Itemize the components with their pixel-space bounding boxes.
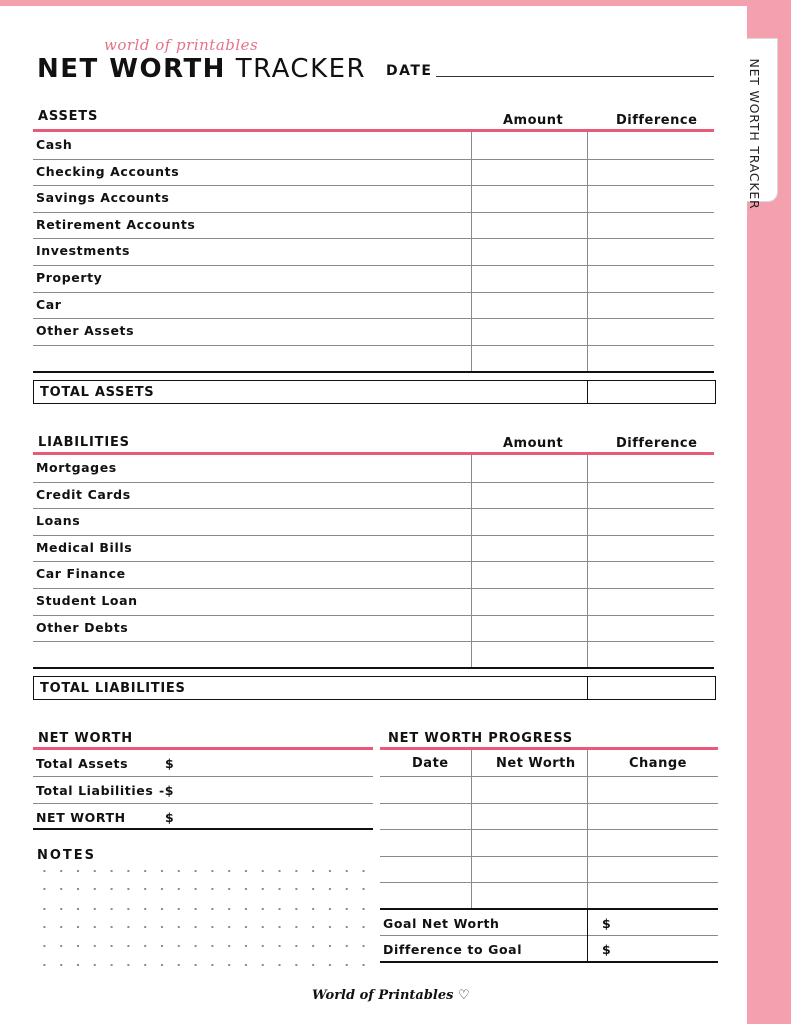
- assets-amount-cell[interactable]: [473, 238, 586, 265]
- total-liabilities-divider: [587, 677, 588, 699]
- assets-row-label: Other Assets: [36, 323, 135, 339]
- total-liabilities-field[interactable]: [589, 678, 713, 698]
- liabilities-amount-cell[interactable]: [473, 641, 586, 668]
- liabilities-row-label: Medical Bills: [36, 539, 133, 555]
- net-worth-total-assets-label: Total Assets: [36, 756, 129, 771]
- net-worth-rule-1: [33, 776, 373, 777]
- progress-change-cell[interactable]: [589, 805, 715, 829]
- progress-col-divider-1: [471, 750, 472, 908]
- assets-heading: ASSETS: [38, 109, 99, 124]
- assets-row-label: Savings Accounts: [36, 190, 170, 206]
- goal-net-worth-prefix: $: [602, 916, 612, 931]
- liabilities-difference-cell[interactable]: [589, 535, 713, 562]
- net-worth-total-liabilities-label: Total Liabilities: [36, 783, 154, 798]
- assets-amount-cell[interactable]: [473, 265, 586, 292]
- progress-bottom-rule: [380, 961, 718, 963]
- assets-difference-cell[interactable]: [589, 265, 713, 292]
- liabilities-difference-cell[interactable]: [589, 508, 713, 535]
- liabilities-difference-cell[interactable]: [589, 561, 713, 588]
- progress-change-cell[interactable]: [589, 831, 715, 855]
- liabilities-row-label: Mortgages: [36, 460, 117, 475]
- goal-net-worth-label: Goal Net Worth: [383, 916, 500, 931]
- difference-to-goal-prefix: $: [602, 942, 612, 957]
- assets-row-label: Car: [36, 296, 62, 312]
- footer-logo-text: World of Printables: [312, 988, 454, 1003]
- net-worth-total-liabilities-field[interactable]: [180, 779, 370, 801]
- net-worth-total-field[interactable]: [180, 806, 370, 828]
- assets-difference-cell[interactable]: [589, 212, 713, 239]
- liabilities-difference-header: Difference: [616, 436, 698, 451]
- liabilities-difference-cell[interactable]: [589, 455, 713, 482]
- assets-row-label: Property: [36, 270, 103, 285]
- liabilities-amount-header: Amount: [503, 436, 564, 451]
- progress-date-cell[interactable]: [382, 831, 470, 855]
- liabilities-amount-cell[interactable]: [473, 482, 586, 509]
- assets-amount-cell[interactable]: [473, 318, 586, 345]
- notes-dot-row: [36, 964, 376, 966]
- progress-date-header: Date: [412, 756, 449, 771]
- heart-icon: ♡: [458, 988, 470, 1003]
- liabilities-row-label: Other Debts: [36, 619, 129, 635]
- progress-net-worth-cell[interactable]: [473, 805, 586, 829]
- liabilities-difference-cell[interactable]: [589, 615, 713, 642]
- progress-change-cell[interactable]: [589, 778, 715, 802]
- progress-col-divider-2: [587, 750, 588, 908]
- assets-difference-cell[interactable]: [589, 318, 713, 345]
- progress-net-worth-cell[interactable]: [473, 831, 586, 855]
- difference-to-goal-field[interactable]: [614, 938, 714, 960]
- liabilities-amount-cell[interactable]: [473, 615, 586, 642]
- assets-difference-cell[interactable]: [589, 132, 713, 159]
- title-light: TRACKER: [235, 54, 367, 84]
- liabilities-heading: LIABILITIES: [38, 435, 130, 450]
- liabilities-difference-cell[interactable]: [589, 588, 713, 615]
- progress-row-rule: [380, 882, 718, 883]
- assets-amount-cell[interactable]: [473, 159, 586, 186]
- assets-amount-header: Amount: [503, 113, 564, 128]
- assets-difference-cell[interactable]: [589, 238, 713, 265]
- date-field-line[interactable]: [436, 76, 714, 77]
- total-liabilities-label: TOTAL LIABILITIES: [40, 681, 186, 696]
- assets-difference-cell[interactable]: [589, 159, 713, 186]
- liabilities-row-label: Credit Cards: [36, 486, 131, 502]
- assets-amount-cell[interactable]: [473, 292, 586, 319]
- progress-row-rule: [380, 776, 718, 777]
- assets-row-label: Investments: [36, 243, 131, 259]
- notes-dot-row: [36, 945, 376, 947]
- progress-heading: NET WORTH PROGRESS: [388, 731, 573, 746]
- liabilities-row-label: Car Finance: [36, 566, 126, 582]
- net-worth-bottom-rule: [33, 828, 373, 830]
- progress-header-rule: [380, 747, 718, 750]
- net-worth-total-prefix: $: [165, 810, 175, 825]
- notes-dot-row: [36, 908, 376, 910]
- notes-dot-row: [36, 888, 376, 890]
- assets-difference-cell[interactable]: [589, 345, 713, 372]
- progress-date-cell[interactable]: [382, 778, 470, 802]
- progress-net-worth-header: Net Worth: [496, 756, 576, 771]
- assets-row-label: Checking Accounts: [36, 163, 180, 179]
- liabilities-amount-cell[interactable]: [473, 561, 586, 588]
- net-worth-total-assets-prefix: $: [165, 756, 175, 771]
- progress-goal-top-rule: [380, 908, 718, 910]
- liabilities-amount-cell[interactable]: [473, 508, 586, 535]
- assets-bottom-rule: [33, 371, 714, 373]
- progress-change-cell[interactable]: [589, 858, 715, 882]
- date-label: DATE: [386, 63, 433, 79]
- progress-change-cell[interactable]: [589, 884, 715, 908]
- page-title: [37, 54, 366, 84]
- progress-goal-mid-rule: [380, 935, 718, 936]
- net-worth-total-liabilities-prefix: -$: [159, 783, 175, 798]
- footer-logo: [312, 988, 470, 1003]
- liabilities-amount-cell[interactable]: [473, 588, 586, 615]
- total-assets-field[interactable]: [589, 382, 713, 402]
- liabilities-amount-cell[interactable]: [473, 535, 586, 562]
- net-worth-heading: NET WORTH: [38, 731, 133, 746]
- progress-goal-divider: [587, 910, 588, 961]
- title-bold: NET WORTH: [37, 54, 226, 84]
- assets-amount-cell[interactable]: [473, 132, 586, 159]
- progress-row-rule: [380, 829, 718, 830]
- progress-row-rule: [380, 803, 718, 804]
- brand-script: world of printables: [104, 36, 259, 54]
- net-worth-header-rule: [33, 747, 373, 750]
- notes-dot-row: [36, 926, 376, 928]
- liabilities-difference-cell[interactable]: [589, 641, 713, 668]
- assets-row-label: Cash: [36, 137, 73, 152]
- goal-net-worth-field[interactable]: [614, 911, 714, 933]
- net-worth-rule-2: [33, 803, 373, 804]
- progress-net-worth-cell[interactable]: [473, 884, 586, 908]
- net-worth-total-assets-field[interactable]: [180, 752, 370, 774]
- progress-row-rule: [380, 856, 718, 857]
- notes-dot-row: [36, 870, 376, 872]
- assets-difference-cell[interactable]: [589, 292, 713, 319]
- assets-col-divider-1: [471, 131, 472, 371]
- liabilities-col-divider-2: [587, 454, 588, 667]
- liabilities-amount-cell[interactable]: [473, 455, 586, 482]
- assets-difference-header: Difference: [616, 113, 698, 128]
- progress-net-worth-cell[interactable]: [473, 858, 586, 882]
- progress-date-cell[interactable]: [382, 805, 470, 829]
- liabilities-row-label: Student Loan: [36, 593, 138, 608]
- liabilities-row-label: Loans: [36, 513, 81, 529]
- assets-difference-cell[interactable]: [589, 185, 713, 212]
- net-worth-total-label: NET WORTH: [36, 810, 126, 825]
- total-assets-label: TOTAL ASSETS: [40, 385, 155, 400]
- assets-amount-cell[interactable]: [473, 345, 586, 372]
- liabilities-col-divider-1: [471, 454, 472, 667]
- assets-amount-cell[interactable]: [473, 185, 586, 212]
- liabilities-difference-cell[interactable]: [589, 482, 713, 509]
- assets-col-divider-2: [587, 131, 588, 371]
- progress-date-cell[interactable]: [382, 884, 470, 908]
- difference-to-goal-label: Difference to Goal: [383, 942, 523, 957]
- progress-net-worth-cell[interactable]: [473, 778, 586, 802]
- total-assets-divider: [587, 381, 588, 403]
- progress-change-header: Change: [629, 756, 687, 771]
- side-tab-label: NET WORTH TRACKER: [747, 58, 762, 210]
- liabilities-bottom-rule: [33, 667, 714, 669]
- progress-date-cell[interactable]: [382, 858, 470, 882]
- assets-amount-cell[interactable]: [473, 212, 586, 239]
- side-tab[interactable]: [747, 38, 778, 210]
- notes-heading: NOTES: [37, 848, 97, 863]
- assets-row-label: Retirement Accounts: [36, 216, 196, 232]
